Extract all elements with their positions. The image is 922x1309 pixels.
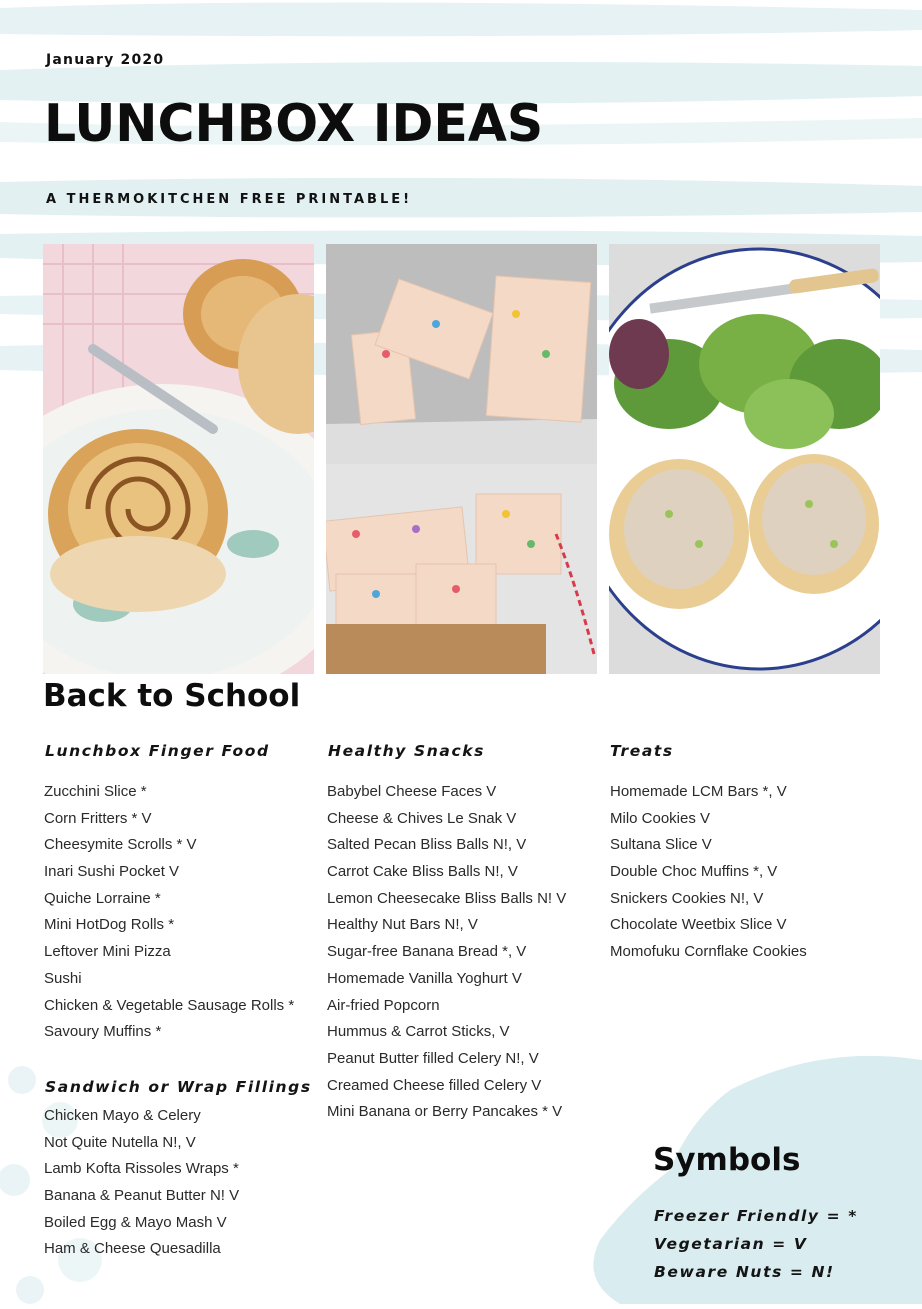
symbols-title: Symbols: [653, 1142, 801, 1178]
list-item: Ham & Cheese Quesadilla: [44, 1240, 221, 1258]
list-item: Lamb Kofta Rissoles Wraps *: [44, 1160, 239, 1178]
treats-heading: Treats: [610, 742, 674, 760]
list-item: Sultana Slice V: [610, 836, 712, 854]
chicken-salad-photo: [609, 244, 880, 674]
page-title: LUNCHBOX IDEAS: [44, 94, 544, 154]
list-item: Snickers Cookies N!, V: [610, 889, 764, 907]
symbols-legend: [654, 1202, 858, 1286]
list-item: Homemade LCM Bars *, V: [610, 783, 787, 800]
finger-food-list: [44, 779, 294, 1046]
list-item: Chicken & Vegetable Sausage Rolls *: [44, 996, 295, 1014]
list-item: Healthy Nut Bars N!, V: [327, 916, 478, 934]
list-item: Lemon Cheesecake Bliss Balls N! V: [327, 889, 567, 907]
symbol-freezer-friendly: Freezer Friendly = *: [654, 1207, 858, 1225]
list-item: Homemade Vanilla Yoghurt V: [327, 969, 522, 987]
list-item: Chocolate Weetbix Slice V: [610, 916, 787, 934]
issue-date: January 2020: [46, 52, 165, 68]
list-item: Hummus & Carrot Sticks, V: [327, 1023, 510, 1041]
healthy-snacks-list: [327, 779, 566, 1126]
symbol-beware-nuts: Beware Nuts = N!: [654, 1263, 835, 1281]
list-item: Inari Sushi Pocket V: [44, 863, 180, 881]
list-item: Leftover Mini Pizza: [44, 943, 171, 961]
list-item: Creamed Cheese filled Celery V: [327, 1076, 542, 1094]
list-item: Air-fried Popcorn: [327, 996, 440, 1014]
cheesymite-scrolls-photo: [43, 244, 314, 674]
list-item: Cheese & Chives Le Snak V: [327, 809, 517, 827]
finger-food-heading: Lunchbox Finger Food: [45, 742, 270, 760]
list-item: Peanut Butter filled Celery N!, V: [327, 1049, 539, 1067]
fillings-list: [44, 1103, 239, 1263]
list-item: Salted Pecan Bliss Balls N!, V: [327, 836, 527, 854]
fillings-heading: Sandwich or Wrap Fillings: [45, 1078, 312, 1096]
list-item: Momofuku Cornflake Cookies: [610, 943, 807, 961]
list-item: Chicken Mayo & Celery: [44, 1107, 201, 1124]
treats-list: [610, 779, 807, 966]
list-item: Carrot Cake Bliss Balls N!, V: [327, 863, 518, 881]
list-item: Mini HotDog Rolls *: [44, 916, 175, 934]
list-item: Double Choc Muffins *, V: [610, 863, 778, 881]
list-item: Savoury Muffins *: [44, 1023, 162, 1041]
list-item: Corn Fritters * V: [44, 809, 152, 827]
list-item: Babybel Cheese Faces V: [327, 783, 497, 800]
list-item: Banana & Peanut Butter N! V: [44, 1187, 240, 1205]
list-item: Milo Cookies V: [610, 809, 711, 827]
symbol-vegetarian: Vegetarian = V: [654, 1235, 808, 1253]
section-title: Back to School: [43, 678, 301, 714]
page-subtitle: A THERMOKITCHEN FREE PRINTABLE!: [46, 192, 413, 207]
list-item: Quiche Lorraine *: [44, 889, 161, 907]
list-item: Boiled Egg & Mayo Mash V: [44, 1213, 227, 1231]
list-item: Sushi: [44, 969, 82, 987]
list-item: Cheesymite Scrolls * V: [44, 836, 197, 854]
list-item: Mini Banana or Berry Pancakes * V: [327, 1103, 563, 1121]
lcm-bars-photo: [326, 244, 597, 674]
list-item: Not Quite Nutella N!, V: [44, 1133, 196, 1151]
list-item: Sugar-free Banana Bread *, V: [327, 943, 527, 961]
healthy-snacks-heading: Healthy Snacks: [328, 742, 485, 760]
list-item: Zucchini Slice *: [44, 783, 147, 800]
